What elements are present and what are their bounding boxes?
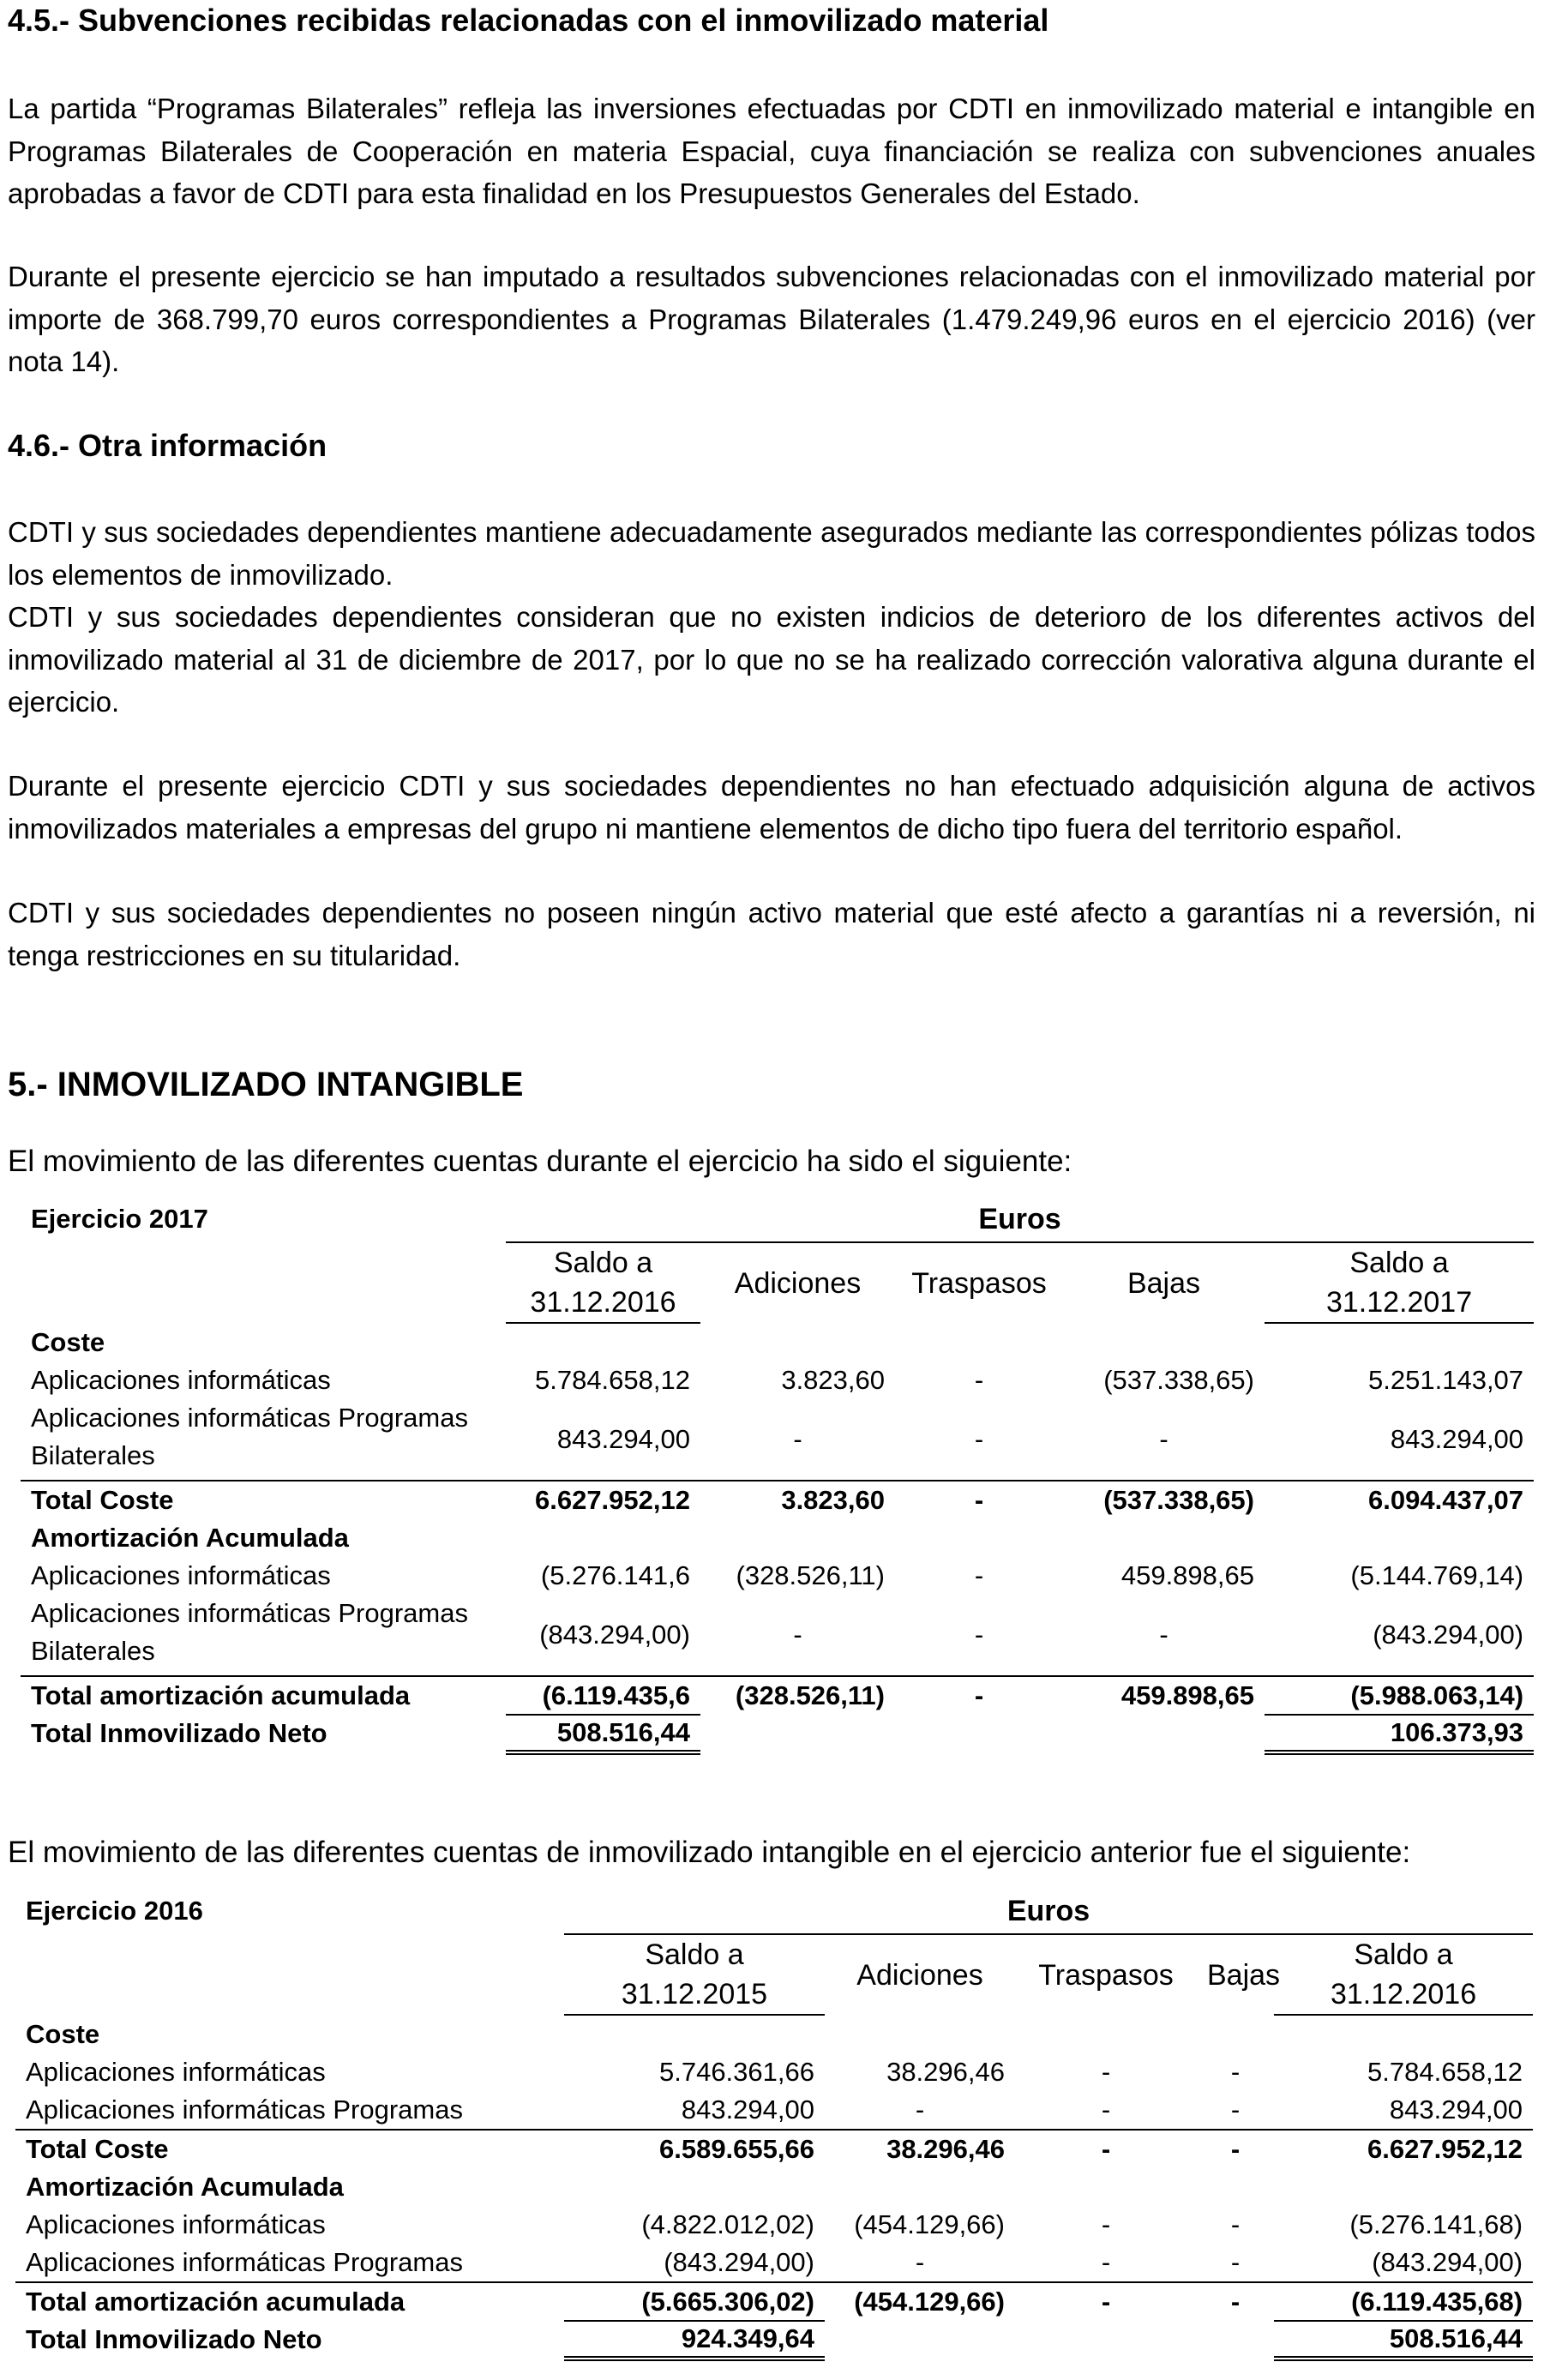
table-2017-col-adiciones: Adiciones (734, 1266, 862, 1300)
table-row: Aplicaciones informáticas (5.276.141,6 (328.526,11) - 459.898,65 (5.144.769,14) (31, 1560, 1524, 1590)
section-4-6-paragraph-4: CDTI y sus sociedades dependientes no poseen ningún activo material que esté afecto a garantías ni a reversión, ni tenga restricciones en su titularidad. (8, 897, 1535, 971)
table-2016-col-adiciones: Adiciones (856, 1958, 983, 1992)
section-4-6-title: 4.6.- Otra información (8, 428, 327, 463)
table-2016-col-saldo-final: Saldo a 31.12.2016 (1274, 1934, 1533, 2015)
table-2016-col-saldo-inicial: Saldo a 31.12.2015 (564, 1934, 825, 2015)
table-2017-total-coste: Total Coste 6.627.952,12 3.823,60 - (537.338,65) 6.094.437,07 (21, 1481, 1534, 1519)
table-2017 (21, 1199, 1534, 1755)
table-2016-euros-header: Euros (564, 1890, 1533, 1934)
section-4-6-paragraph-1: CDTI y sus sociedades dependientes mantiene adecuadamente asegurados mediante las correspondientes pólizas todos los elementos de inmovilizado. (8, 516, 1535, 591)
section-4-5-paragraph-1: La partida “Programas Bilaterales” refleja las inversiones efectuadas por CDTI en inmovilizado material e intangible en Programas Bilaterales de Cooperación en materia Espacial, cuya financiación se realiza con subvenciones anuales aprobadas a favor de CDTI para esta finalidad en los Presupuestos Generales del Estado. (8, 93, 1535, 209)
table-2016-group-coste: Coste (26, 2019, 100, 2049)
table-2016-ejercicio: Ejercicio 2016 (26, 1896, 203, 1926)
section-5-title: 5.- INMOVILIZADO INTANGIBLE (8, 1066, 524, 1103)
table-2017-group-coste: Coste (31, 1327, 105, 1357)
table-2016-col-bajas: Bajas (1207, 1958, 1281, 1992)
table-row: Aplicaciones informáticas (4.822.012,02) (454.129,66) - - (5.276.141,68) (26, 2209, 1523, 2239)
table-2016-intro: El movimiento de las diferentes cuentas de inmovilizado intangible en el ejercicio anterior fue el siguiente: (8, 1836, 1411, 1869)
table-2017-col-saldo-inicial: Saldo a 31.12.2016 (506, 1242, 700, 1323)
table-2017-total-neto: Total Inmovilizado Neto 508.516,44 106.373,93 (21, 1715, 1534, 1752)
table-2016-col-traspasos: Traspasos (1038, 1958, 1174, 1992)
table-2017-header-row-1 (21, 1199, 1534, 1242)
table-2017-col-bajas: Bajas (1126, 1266, 1201, 1300)
table-2016-group-amortizacion: Amortización Acumulada (26, 2172, 344, 2202)
table-2017-group-amortizacion: Amortización Acumulada (31, 1523, 349, 1553)
table-row: Aplicaciones informáticas Programas Bilaterales (843.294,00) - - - (843.294,00) (31, 1598, 1524, 1666)
table-2017-total-amortizacion: Total amortización acumulada (6.119.435,6 (328.526,11) - 459.898,65 (5.988.063,14) (21, 1676, 1534, 1715)
table-2017-ejercicio: Ejercicio 2017 (31, 1204, 208, 1234)
table-row: Aplicaciones informáticas Programas Bilaterales 843.294,00 - - - 843.294,00 (31, 1403, 1524, 1470)
table-2016 (15, 1890, 1533, 2361)
table-row: Aplicaciones informáticas Programas 843.294,00 - - - 843.294,00 (26, 2095, 1523, 2125)
table-2017-intro: El movimiento de las diferentes cuentas durante el ejercicio ha sido el siguiente: (8, 1145, 1072, 1178)
section-4-6-paragraph-2: CDTI y sus sociedades dependientes consideran que no existen indicios de deterioro de los diferentes activos del inmovilizado material al 31 de diciembre de 2017, por lo que no se ha realizado corrección valorativa alguna durante el ejercicio. (8, 601, 1535, 718)
table-2016-header-row-1 (15, 1890, 1533, 1934)
table-row: Aplicaciones informáticas 5.784.658,12 3.823,60 - (537.338,65) 5.251.143,07 (31, 1365, 1524, 1395)
section-4-6-paragraph-3: Durante el presente ejercicio CDTI y sus sociedades dependientes no han efectuado adquisición alguna de activos inmovilizados materiales a empresas del grupo ni mantiene elementos de dicho tipo fuera del territorio español. (8, 770, 1535, 844)
section-4-5-title: 4.5.- Subvenciones recibidas relacionadas con el inmovilizado material (8, 3, 1049, 38)
table-2017-header-row-2 (21, 1242, 1534, 1323)
table-2016-total-amortizacion: Total amortización acumulada (5.665.306,02) (454.129,66) - - (6.119.435,68) (15, 2282, 1533, 2321)
table-2016-total-coste: Total Coste 6.589.655,66 38.296,46 - - 6.627.952,12 (15, 2130, 1533, 2168)
table-2016-total-neto: Total Inmovilizado Neto 924.349,64 508.516,44 (15, 2321, 1533, 2359)
table-2017-col-saldo-final: Saldo a 31.12.2017 (1265, 1242, 1534, 1323)
section-4-5-paragraph-2: Durante el presente ejercicio se han imputado a resultados subvenciones relacionadas con el inmovilizado material por importe de 368.799,70 euros correspondientes a Programas Bilaterales (1.479.249,96 euros en el ejercicio 2016) (ver nota 14). (8, 261, 1535, 377)
table-row: Aplicaciones informáticas 5.746.361,66 38.296,46 - - 5.784.658,12 (26, 2057, 1523, 2087)
table-2017-col-traspasos: Traspasos (911, 1266, 1047, 1300)
table-row: Aplicaciones informáticas Programas (843.294,00) - - - (843.294,00) (26, 2247, 1523, 2277)
table-2016-header-row-2 (15, 1934, 1533, 2015)
table-2017-euros-header: Euros (506, 1199, 1534, 1242)
